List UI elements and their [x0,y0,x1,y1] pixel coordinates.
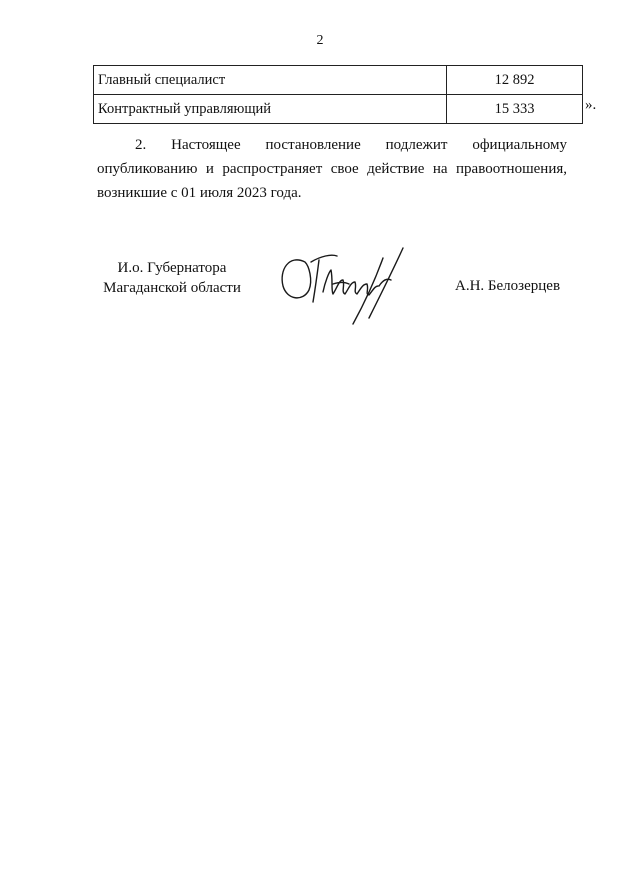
signatory-title-line2: Магаданской области [103,280,241,296]
amount-cell: 15 333 [447,95,583,124]
table-row [94,95,583,124]
signatory-title [97,258,247,298]
closing-quote: ». [585,97,597,113]
table-row [94,66,583,95]
position-cell: Главный специалист [94,66,447,95]
signatory-name: А.Н. Белозерцев [455,278,561,294]
handwritten-signature [275,240,415,332]
amount-cell: 12 892 [447,66,583,95]
body-paragraph: 2. Настоящее постановление подлежит официальному опубликованию и распространяет свое действие на правоотношения, возникшие с 01 июля 2023 года. [97,137,567,201]
signatory-title-line1: И.о. Губернатора [117,260,227,276]
position-cell: Контрактный управляющий [94,95,447,124]
salary-table [93,65,583,124]
page-number: 2 [316,33,324,48]
